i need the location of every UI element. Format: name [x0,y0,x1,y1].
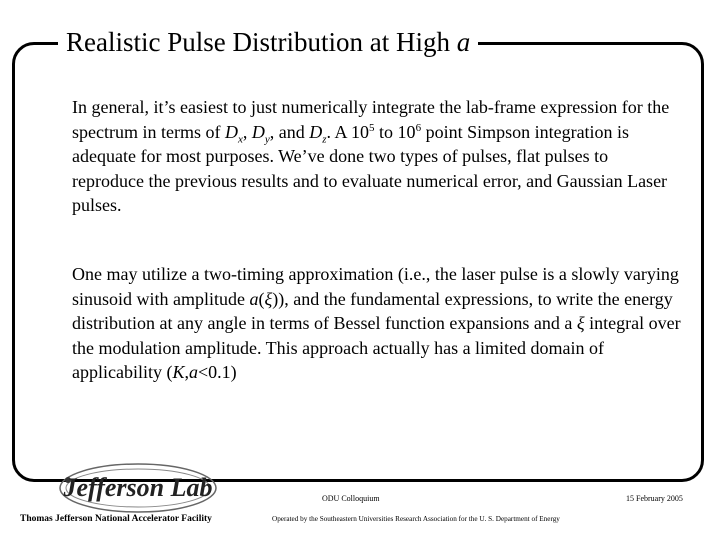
p2-text-2: ( [258,288,265,309]
p1-exponent-6: 6 [415,121,422,134]
p1-symbol-dz: D [309,121,323,142]
p1-text-1: In general, it’s easiest to just numerically integrate the lab-frame expression for the spectrum in terms of [72,97,670,142]
p1-symbol-dx: D [224,121,238,142]
footer-operated-by: Operated by the Southeastern Universities Research Association for the U. S. Department of Energy [272,515,560,523]
p1-exponent-5: 5 [369,121,375,134]
footer-event: ODU Colloquium [322,494,380,503]
p2-symbol-a-2: a [188,362,198,382]
p1-text-2: , [242,121,252,142]
p2-symbol-k: K [172,362,185,382]
p2-text-4: integral over the modulation amplitude. This approach actually has a limited domain of applicability ( [72,313,681,382]
p2-symbol-xi: ξ [264,288,273,309]
p1-symbol-dy: D [251,121,265,142]
slide-title [58,26,478,58]
p1-text-6: point Simpson integration is adequate for most purposes. We’ve done two types of pulses, flat pulses to reproduce the previous results and to evaluate numerical error, and Gaussian Laser pulses. [72,121,668,215]
logo-text: Jefferson Lab [63,473,213,502]
p2-comma: , [184,362,189,382]
paragraph-numerical-integration [72,95,682,218]
p1-text-4: . A 10 [326,121,370,142]
p1-sub-x: x [237,133,243,146]
p2-text-1: One may utilize a two-timing approximation (i.e., the laser pulse is a slowly varying sinusoid with amplitude [72,264,679,309]
p1-text-5: to 10 [374,121,416,142]
p1-sub-z: z [322,133,327,146]
p2-symbol-xi-2: ξ [576,313,585,333]
footer-organization: Thomas Jefferson National Accelerator Facility [20,514,212,524]
p2-symbol-a: a [249,288,259,309]
p2-text-3: )), and the fundamental expressions, to write the energy distribution at any angle in terms of Bessel function expansions and a [72,288,673,333]
p2-text-5: <0.1) [197,362,237,382]
title-text: Realistic Pulse Distribution at High [66,27,457,57]
jefferson-lab-logo [50,458,220,516]
p1-text-3: , and [269,121,310,142]
footer-date: 15 February 2005 [626,494,683,503]
paragraph-two-timing [72,262,682,385]
p1-sub-y: y [264,133,270,146]
title-variable: a [456,27,471,57]
